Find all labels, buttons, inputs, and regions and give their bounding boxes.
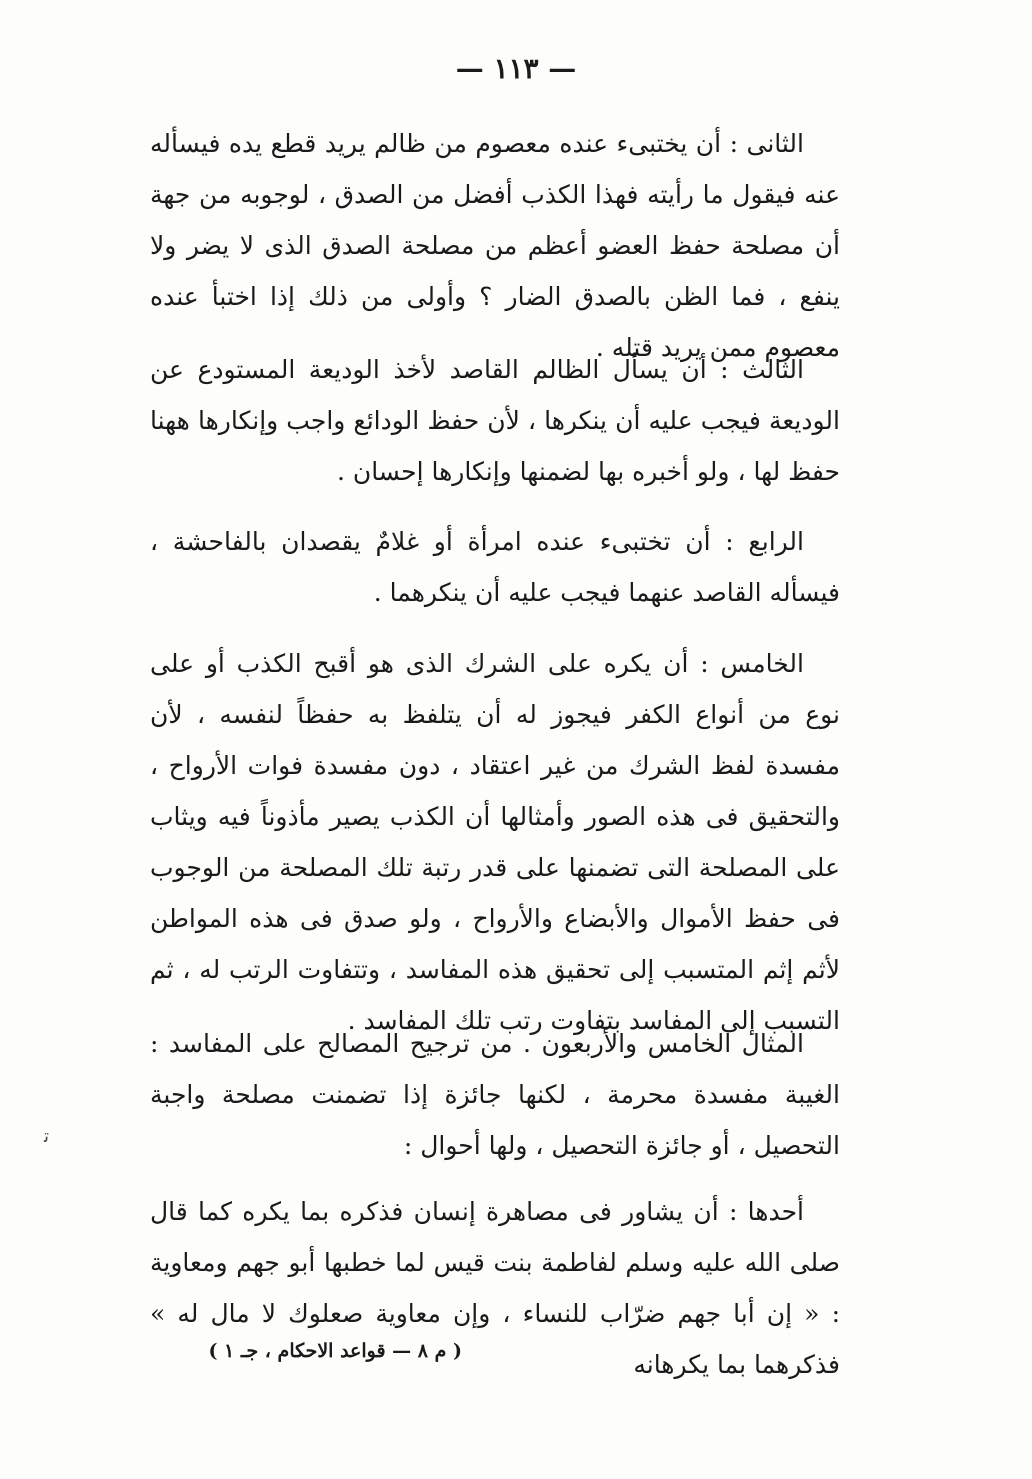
- paragraph-fourth-case: [150, 516, 840, 618]
- page-number: — ١١٣ —: [455, 52, 577, 85]
- paragraph-text: المثال الخامس والأربعون . من ترجيح المصالح على المفاسد : الغيبة مفسدة محرمة ، لكنها جائزة إذا تضمنت مصلحة واجبة التحصيل ، أو جائزة التحصيل ، ولها أحوال :: [150, 1029, 840, 1160]
- paragraph-third-case: [150, 344, 840, 497]
- footer-signature: ( م ٨ — قواعد الاحكام ، جـ ١ ): [208, 1340, 462, 1362]
- paragraph-text: أحدها : أن يشاور فى مصاهرة إنسان فذكره بما يكره كما قال صلى الله عليه وسلم لفاطمة بنت قيس لما خطبها أبو جهم ومعاوية : « إن أبا جهم ضرّاب للنساء ، وإن معاوية صعلوك لا مال له » فذكرهما بما يكرهانه: [150, 1197, 840, 1379]
- paragraph-text: الثالث : أن يسأل الظالم القاصد لأخذ الوديعة المستودع عن الوديعة فيجب عليه أن ينكرها ، لأن حفظ الودائع واجب وإنكارها ههنا حفظ لها ، ولو أخبره بها لضمنها وإنكارها إحسان .: [150, 355, 840, 486]
- paragraph-text: الرابع : أن تختبىء عنده امرأة أو غلامٌ يقصدان بالفاحشة ، فيسأله القاصد عنهما فيجب عليه أن ينكرهما .: [150, 527, 840, 607]
- margin-mark: ﺗ: [44, 1126, 50, 1147]
- paragraph-example-45: [150, 1018, 840, 1171]
- paragraph-second-case: [150, 118, 840, 373]
- paragraph-text: الثانى : أن يختبىء عنده معصوم من ظالم يريد قطع يده فيسأله عنه فيقول ما رأيته فهذا الكذب أفضل من الصدق ، لوجوبه من جهة أن مصلحة حفظ العضو أعظم من مصلحة الصدق الذى لا يضر ولا ينفع ، فما الظن بالصدق الضار ؟ وأولى من ذلك إذا اختبأ عنده معصوم ممن يريد قتله .: [150, 129, 840, 362]
- paragraph-text: الخامس : أن يكره على الشرك الذى هو أقبح الكذب أو على نوع من أنواع الكفر فيجوز له أن يتلفظ به حفظاً لنفسه ، لأن مفسدة لفظ الشرك من غير اعتقاد ، دون مفسدة فوات الأرواح ، والتحقيق فى هذه الصور وأمثالها أن الكذب يصير مأذوناً فيه ويثاب على المصلحة التى تضمنها على قدر رتبة تلك المصلحة من الوجوب فى حفظ الأموال والأبضاع والأرواح ، ولو صدق فى هذه المواطن لأثم إثم المتسبب إلى تحقيق هذه المفاسد ، وتتفاوت الرتب له ، ثم التسبب إلى المفاسد بتفاوت رتب تلك المفاسد .: [150, 649, 840, 1035]
- paragraph-fifth-case: [150, 638, 840, 1046]
